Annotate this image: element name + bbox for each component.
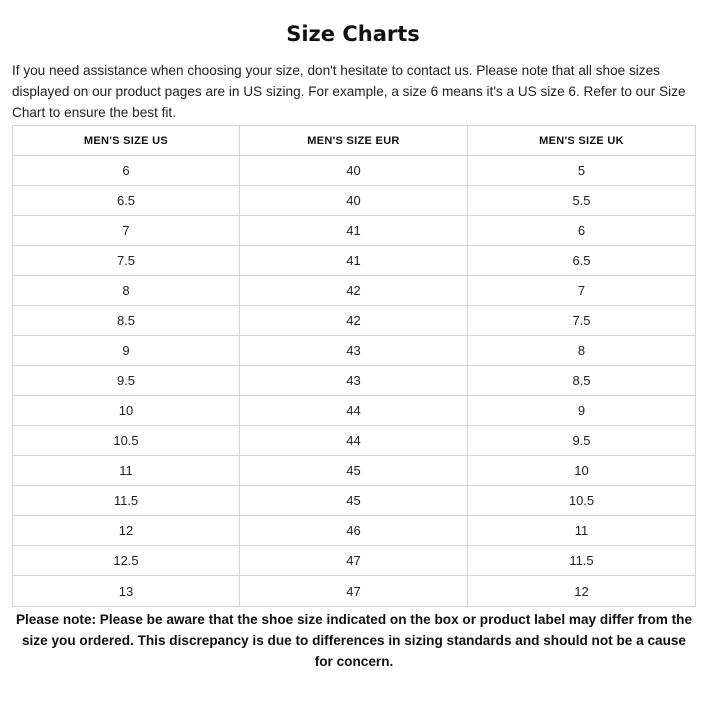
table-row xyxy=(13,156,696,186)
cell-eur-size: 44 xyxy=(240,426,468,456)
cell-eur-size: 41 xyxy=(240,216,468,246)
cell-us-size: 10 xyxy=(13,396,240,426)
table-header-row xyxy=(13,126,696,156)
table-row xyxy=(13,426,696,456)
header-mens-size-uk: MEN'S SIZE UK xyxy=(468,126,696,156)
table-row xyxy=(13,486,696,516)
cell-us-size: 9 xyxy=(13,336,240,366)
cell-eur-size: 42 xyxy=(240,276,468,306)
table-row xyxy=(13,396,696,426)
table-row xyxy=(13,246,696,276)
cell-us-size: 9.5 xyxy=(13,366,240,396)
table-row xyxy=(13,516,696,546)
cell-us-size: 6.5 xyxy=(13,186,240,216)
cell-us-size: 12 xyxy=(13,516,240,546)
cell-uk-size: 6.5 xyxy=(468,246,696,276)
header-mens-size-eur: MEN'S SIZE EUR xyxy=(240,126,468,156)
cell-eur-size: 42 xyxy=(240,306,468,336)
table-row xyxy=(13,576,696,607)
cell-uk-size: 12 xyxy=(468,576,696,607)
cell-us-size: 13 xyxy=(13,576,240,607)
table-row xyxy=(13,186,696,216)
table-row xyxy=(13,456,696,486)
size-rows xyxy=(13,156,696,607)
cell-uk-size: 10 xyxy=(468,456,696,486)
cell-us-size: 12.5 xyxy=(13,546,240,576)
cell-uk-size: 5.5 xyxy=(468,186,696,216)
table-row xyxy=(13,546,696,576)
sizing-note: Please note: Please be aware that the shoe size indicated on the box or product label may differ from the size you ordered. This discrepancy is due to differences in sizing standards and should not be a cause for concern. xyxy=(15,612,693,669)
table-row xyxy=(13,216,696,246)
cell-eur-size: 46 xyxy=(240,516,468,546)
intro-paragraph: If you need assistance when choosing your size, don't hesitate to contact us. Please note that all shoe sizes displayed on our product pages are in US sizing. For example, a size 6 means it's a US size 6. Refer to our Size Chart to ensure the best fit. xyxy=(12,63,686,120)
cell-us-size: 6 xyxy=(13,156,240,186)
table-row xyxy=(13,336,696,366)
cell-uk-size: 11 xyxy=(468,516,696,546)
cell-eur-size: 45 xyxy=(240,456,468,486)
cell-uk-size: 5 xyxy=(468,156,696,186)
cell-eur-size: 45 xyxy=(240,486,468,516)
cell-uk-size: 8.5 xyxy=(468,366,696,396)
cell-us-size: 8.5 xyxy=(13,306,240,336)
cell-uk-size: 9 xyxy=(468,396,696,426)
cell-us-size: 10.5 xyxy=(13,426,240,456)
table-row xyxy=(13,276,696,306)
cell-eur-size: 47 xyxy=(240,546,468,576)
cell-uk-size: 7.5 xyxy=(468,306,696,336)
table-row xyxy=(13,306,696,336)
cell-us-size: 7 xyxy=(13,216,240,246)
cell-uk-size: 11.5 xyxy=(468,546,696,576)
cell-uk-size: 7 xyxy=(468,276,696,306)
cell-eur-size: 43 xyxy=(240,366,468,396)
cell-eur-size: 40 xyxy=(240,186,468,216)
cell-eur-size: 47 xyxy=(240,576,468,607)
cell-eur-size: 41 xyxy=(240,246,468,276)
cell-uk-size: 9.5 xyxy=(468,426,696,456)
cell-eur-size: 40 xyxy=(240,156,468,186)
page-title: Size Charts xyxy=(286,22,420,47)
cell-us-size: 8 xyxy=(13,276,240,306)
cell-uk-size: 10.5 xyxy=(468,486,696,516)
table-row xyxy=(13,366,696,396)
cell-us-size: 11 xyxy=(13,456,240,486)
header-mens-size-us: MEN'S SIZE US xyxy=(13,126,240,156)
cell-us-size: 7.5 xyxy=(13,246,240,276)
cell-uk-size: 8 xyxy=(468,336,696,366)
cell-uk-size: 6 xyxy=(468,216,696,246)
size-chart-table xyxy=(12,125,696,607)
cell-us-size: 11.5 xyxy=(13,486,240,516)
cell-eur-size: 44 xyxy=(240,396,468,426)
cell-eur-size: 43 xyxy=(240,336,468,366)
